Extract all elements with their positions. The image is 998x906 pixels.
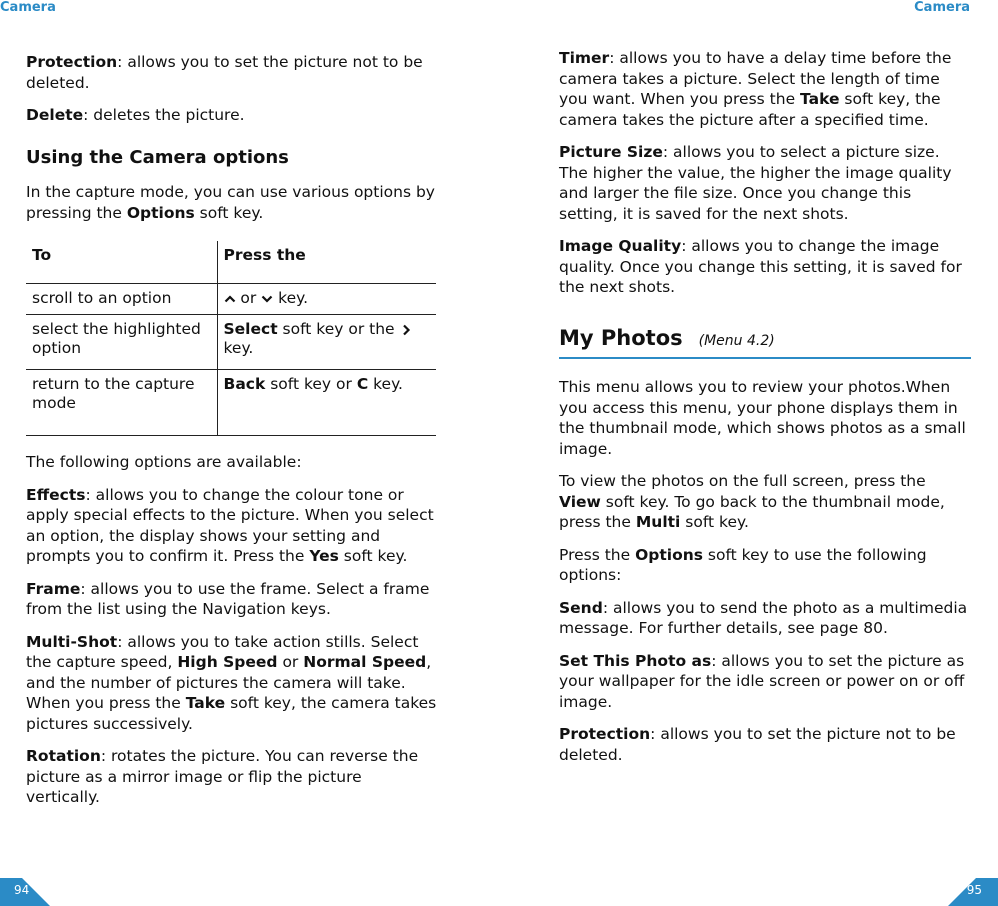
intro-pre: In the capture mode, you can use various options by pressing the <box>26 183 435 222</box>
delete-term: Delete <box>26 106 84 124</box>
multishot-paragraph <box>26 632 438 735</box>
running-header-left: Camera <box>0 0 56 15</box>
table-cell-to: return to the capture mode <box>26 370 217 436</box>
delete-paragraph <box>26 105 438 126</box>
left-page <box>26 52 438 820</box>
effects-text: : allows you to change the colour tone or apply special effects to the picture. When you select an option, the display shows your setting and prompts you to confirm it. Press the <box>26 485 434 565</box>
right-page <box>559 48 971 777</box>
view-paragraph <box>559 471 971 533</box>
timer-paragraph <box>559 48 971 130</box>
press-options-post: soft key to use the following options: <box>559 545 927 584</box>
chevron-right-icon <box>400 324 412 336</box>
table-row <box>26 370 436 436</box>
row3-bold1: Back <box>223 375 266 393</box>
view-bold1: View <box>559 492 601 511</box>
row1-mid: or <box>235 289 262 307</box>
chevron-up-icon <box>224 293 236 305</box>
row1-post: key. <box>273 289 308 307</box>
image-quality-term: Image Quality <box>559 237 682 255</box>
page-number-left: 94 <box>14 883 30 897</box>
press-options-paragraph <box>559 545 971 586</box>
press-options-bold: Options <box>635 545 703 564</box>
picture-size-term: Picture Size <box>559 143 663 161</box>
rotation-term: Rotation <box>26 747 101 765</box>
row3-post: key. <box>368 375 403 393</box>
table-row <box>26 284 436 315</box>
timer-term: Timer <box>559 49 610 67</box>
send-paragraph <box>559 598 971 639</box>
set-photo-term: Set This Photo as <box>559 651 712 670</box>
protection-term-right: Protection <box>559 725 651 743</box>
my-photos-title: My Photos <box>559 325 683 350</box>
multishot-bold2: Normal Speed <box>303 653 427 671</box>
table-cell-press <box>217 284 436 315</box>
effects-term: Effects <box>26 485 86 504</box>
table-header-row <box>26 241 436 284</box>
multishot-bold3: Take <box>185 694 226 712</box>
page-number-tab-right <box>946 876 998 906</box>
timer-post: soft key, the camera takes the picture after a specified time. <box>559 90 941 129</box>
my-photos-intro: This menu allows you to review your photos.When you access this menu, your phone displays them in the thumbnail mode, which shows photos as a small image. <box>559 378 966 458</box>
key-table <box>26 241 436 436</box>
timer-text: : allows you to have a delay time before the camera takes a picture. Select the length of time you want. When you press the <box>559 49 952 108</box>
protection-text-right: : allows you to set the picture not to be deleted. <box>559 725 956 764</box>
multishot-mid: or <box>277 653 304 671</box>
image-quality-text: : allows you to change the image quality. Once you change this setting, it is saved for the next shots. <box>559 237 962 296</box>
effects-bold: Yes <box>309 547 339 565</box>
view-post: soft key. <box>680 513 749 531</box>
picture-size-paragraph <box>559 142 971 224</box>
protection-term: Protection <box>26 53 118 71</box>
running-header-right: Camera <box>914 0 970 15</box>
rotation-text: : rotates the picture. You can reverse the picture as a mirror image or flip the picture vertically. <box>26 747 419 806</box>
multishot-text2: , and the number of pictures the camera will take. When you press the <box>26 653 432 712</box>
multishot-term: Multi-Shot <box>26 632 118 651</box>
row3-mid: soft key or <box>265 375 357 393</box>
press-options-pre: Press the <box>559 545 636 564</box>
set-photo-text: : allows you to set the picture as your wallpaper for the idle screen or power on or off image. <box>559 651 965 711</box>
row2-bold: Select <box>223 320 278 338</box>
effects-post: soft key. <box>338 547 408 565</box>
protection-paragraph <box>26 52 438 93</box>
picture-size-text: : allows you to select a picture size. The higher the value, the higher the image quality and larger the file size. Once you change this setting, it is saved for the next shots. <box>559 143 952 223</box>
options-intro <box>26 182 438 223</box>
protection-text: : allows you to set the picture not to be deleted. <box>26 53 423 92</box>
multishot-bold1: High Speed <box>177 653 278 671</box>
view-mid: soft key. To go back to the thumbnail mode, press the <box>559 492 945 531</box>
page-number-tab-left <box>0 876 52 906</box>
image-quality-paragraph <box>559 236 971 298</box>
rotation-paragraph <box>26 746 438 808</box>
table-cell-to: scroll to an option <box>26 284 217 315</box>
send-term: Send <box>559 598 603 617</box>
menu-number: (Menu 4.2) <box>698 332 775 349</box>
table-cell-press <box>217 370 436 436</box>
chevron-down-icon <box>261 293 273 305</box>
row2-post: soft key or the <box>277 320 400 338</box>
row2-post2: key. <box>223 339 254 357</box>
protection-paragraph-right <box>559 724 971 765</box>
intro-bold: Options <box>126 203 195 222</box>
frame-text: : allows you to use the frame. Select a frame from the list using the Navigation keys. <box>26 579 430 618</box>
page-number-right: 95 <box>966 883 982 897</box>
effects-paragraph <box>26 485 438 567</box>
section-title-camera-options: Using the Camera options <box>26 146 289 168</box>
table-cell-to: select the highlighted option <box>26 315 217 370</box>
intro-post: soft key. <box>194 203 264 222</box>
view-pre: To view the photos on the full screen, press the <box>559 472 926 490</box>
frame-term: Frame <box>26 579 81 598</box>
section-heading-my-photos <box>559 325 971 360</box>
table-header-to: To <box>26 241 217 284</box>
timer-bold: Take <box>800 90 840 108</box>
table-cell-press <box>217 315 436 370</box>
frame-paragraph <box>26 579 438 620</box>
multishot-text: : allows you to take action stills. Select the capture speed, <box>26 632 419 671</box>
set-photo-paragraph <box>559 651 971 713</box>
delete-text: : deletes the picture. <box>83 106 245 124</box>
table-header-press: Press the <box>217 241 436 284</box>
send-text: : allows you to send the photo as a multimedia message. For further details, see page 80. <box>559 598 968 637</box>
multishot-post: soft key, the camera takes pictures successively. <box>26 694 437 733</box>
table-row <box>26 315 436 370</box>
view-bold2: Multi <box>635 513 681 531</box>
row3-bold2: C <box>356 375 369 393</box>
following-options: The following options are available: <box>26 453 302 471</box>
